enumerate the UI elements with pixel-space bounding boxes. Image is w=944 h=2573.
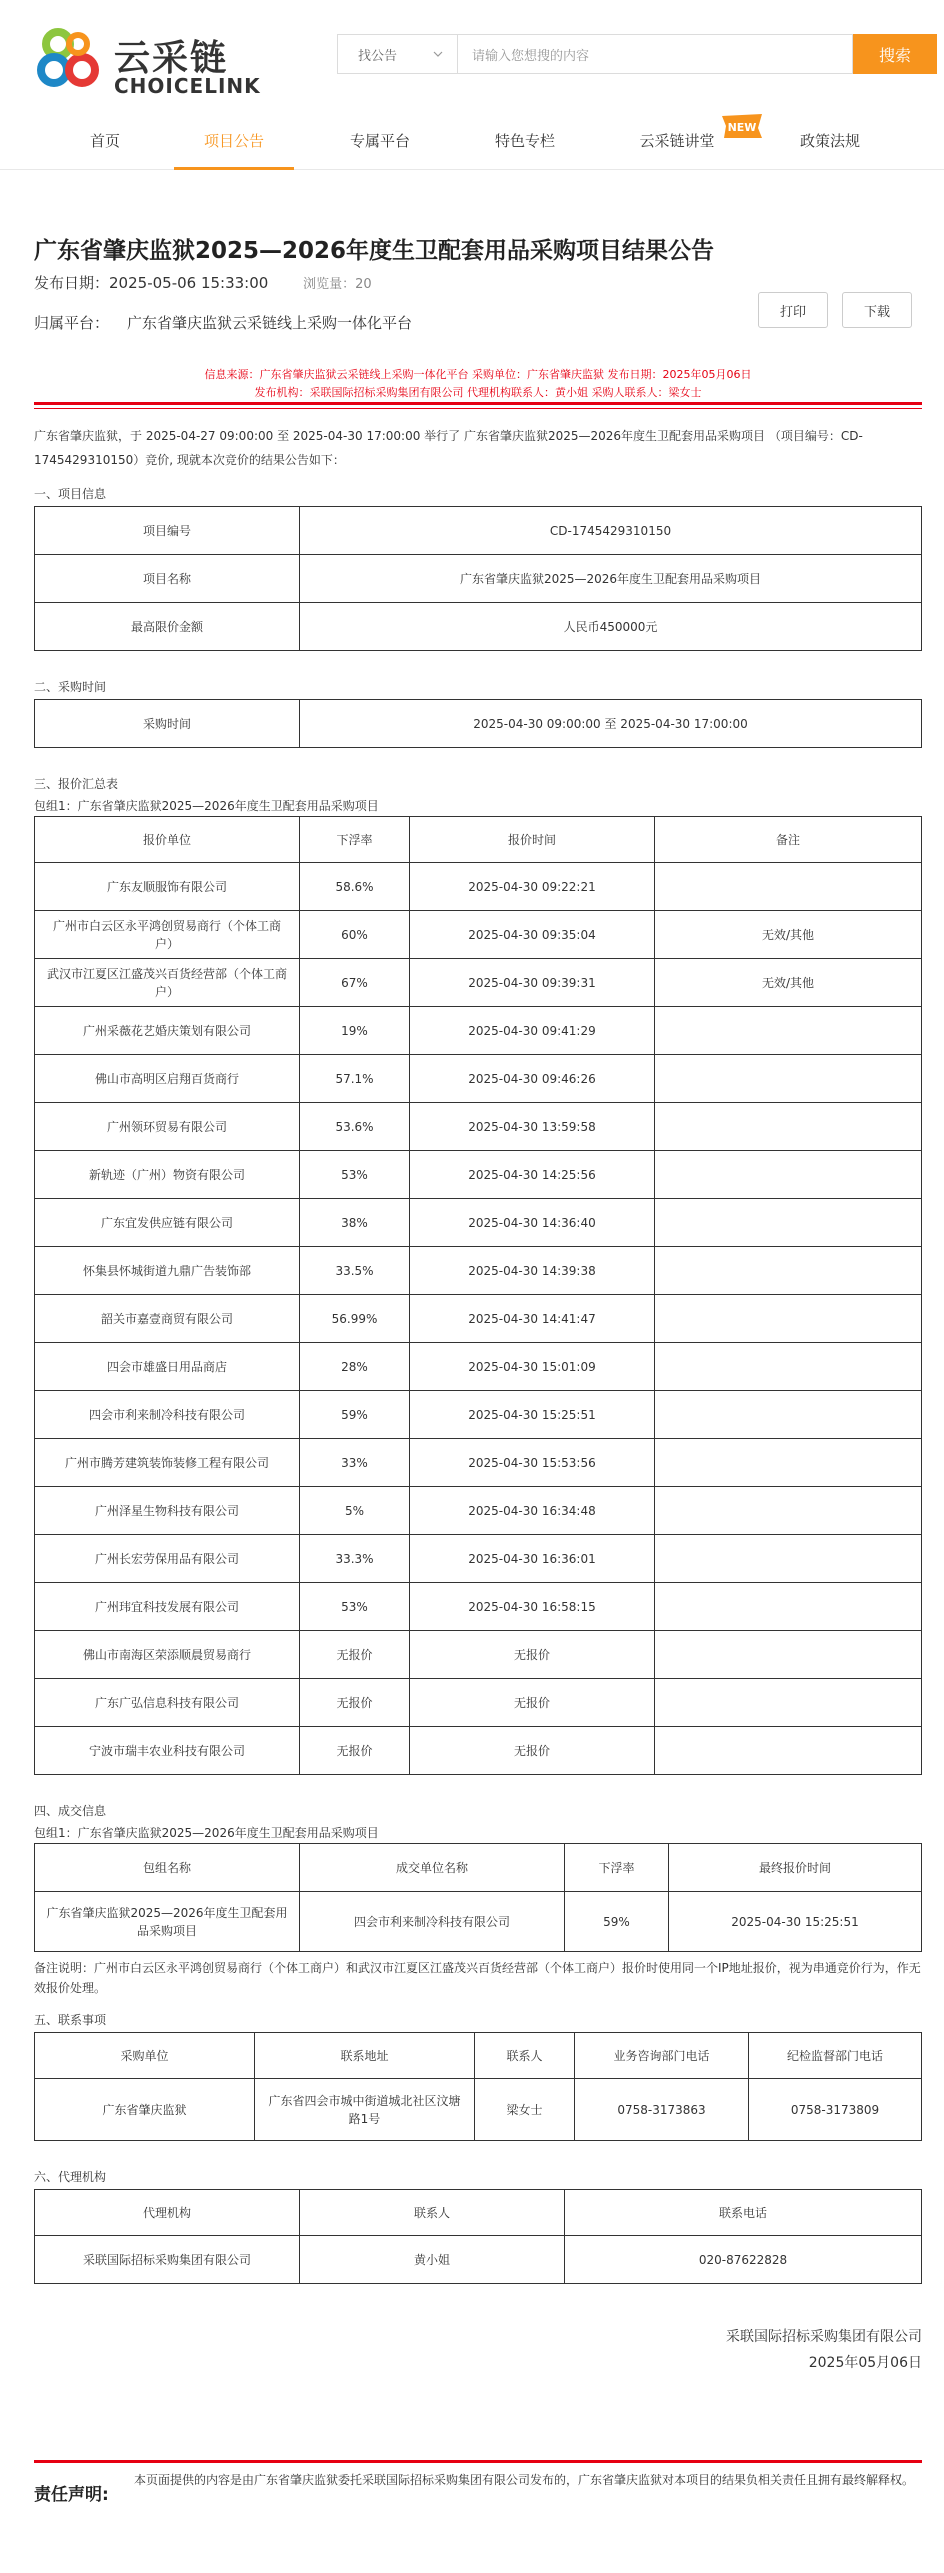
source-line-1: 信息来源：广东省肇庆监狱云采链线上采购一体化平台 采购单位：广东省肇庆监狱 发布日期：2025年05月06日 [204, 368, 752, 381]
table-cell: 广东广弘信息科技有限公司 [35, 1679, 300, 1727]
source-info [34, 366, 922, 402]
table-cell: 0758-3173809 [749, 2079, 922, 2141]
logo-text-en: CHOICELINK [114, 74, 261, 98]
views-label: 浏览量： [303, 277, 356, 292]
table-cell: 53% [300, 1151, 410, 1199]
table-cell: 四会市利来制冷科技有限公司 [35, 1391, 300, 1439]
table-row [35, 1727, 922, 1775]
intro-paragraph: 广东省肇庆监狱，于 2025-04-27 09:00:00 至 2025-04-30 17:00:00 举行了 广东省肇庆监狱2025—2026年度生卫配套用品采购项目 （项目编号：CD-1745429310150）竞价, 现就本次竞价的结果公告如下： [34, 429, 863, 467]
table-row [35, 1535, 922, 1583]
table-cell: 梁女士 [475, 2079, 575, 2141]
search-placeholder: 请输入您想搜的内容 [472, 48, 590, 64]
search-bar [337, 34, 937, 74]
signature-date: 2025年05月06日 [808, 2355, 922, 2371]
table-cell: 2025-04-30 14:36:40 [410, 1199, 655, 1247]
disclaimer-divider [34, 2460, 922, 2463]
table-cell: 无报价 [410, 1631, 655, 1679]
table-cell: 广东省肇庆监狱2025—2026年度生卫配套用品采购项目 [35, 1892, 300, 1952]
col-header: 业务咨询部门电话 [575, 2033, 749, 2079]
search-category-select[interactable] [337, 34, 457, 74]
nav-home[interactable]: 首页 [89, 132, 120, 150]
red-divider-thin [34, 408, 922, 409]
table-cell: 广州市白云区永平鸿创贸易商行（个体工商户） [35, 911, 300, 959]
search-input[interactable] [457, 34, 853, 74]
col-header: 下浮率 [565, 1844, 669, 1892]
table-value: 广东省肇庆监狱2025—2026年度生卫配套用品采购项目 [300, 555, 922, 603]
table-cell [655, 1727, 922, 1775]
table-cell: 黄小姐 [300, 2236, 565, 2284]
table-cell: 广州市腾芳建筑装饰装修工程有限公司 [35, 1439, 300, 1487]
table-cell: 2025-04-30 09:46:26 [410, 1055, 655, 1103]
table-cell: 佛山市南海区荣添顺晨贸易商行 [35, 1631, 300, 1679]
new-flag-icon [718, 112, 766, 142]
table-cell: 53% [300, 1583, 410, 1631]
section-quote-summary-heading: 三、报价汇总表 [34, 777, 119, 791]
table-value: 人民币450000元 [300, 603, 922, 651]
col-header: 联系电话 [565, 2190, 922, 2236]
project-info-table [34, 506, 922, 651]
table-row [35, 1007, 922, 1055]
nav-lecture-hall[interactable]: 云采链讲堂 [639, 132, 715, 150]
table-row [35, 1391, 922, 1439]
section-time-heading: 二、采购时间 [34, 680, 107, 694]
table-row [35, 2079, 922, 2141]
table-cell: 56.99% [300, 1295, 410, 1343]
download-button[interactable]: 下载 [842, 292, 912, 328]
table-label: 项目名称 [35, 555, 300, 603]
table-cell: 57.1% [300, 1055, 410, 1103]
table-cell: 59% [300, 1391, 410, 1439]
new-badge [718, 112, 766, 142]
table-cell: 2025-04-30 09:22:21 [410, 863, 655, 911]
platform-label: 归属平台： [34, 314, 110, 332]
table-cell: 2025-04-30 16:34:48 [410, 1487, 655, 1535]
table-cell: 广州领环贸易有限公司 [35, 1103, 300, 1151]
table-cell: 广东省肇庆监狱 [35, 2079, 255, 2141]
deal-info-table [34, 1843, 922, 1952]
table-row [35, 507, 922, 555]
table-cell: 广东宜发供应链有限公司 [35, 1199, 300, 1247]
table-row [35, 911, 922, 959]
table-row [35, 1439, 922, 1487]
procurement-time-table [34, 699, 922, 748]
table-cell: 无报价 [410, 1727, 655, 1775]
main-nav [0, 112, 944, 170]
table-row [35, 555, 922, 603]
table-cell: 2025-04-30 13:59:58 [410, 1103, 655, 1151]
chain-logo-icon [34, 26, 112, 94]
table-row [35, 1151, 922, 1199]
table-cell: 28% [300, 1343, 410, 1391]
table-row [35, 700, 922, 748]
table-cell [655, 1535, 922, 1583]
table-cell: 2025-04-30 14:25:56 [410, 1151, 655, 1199]
table-cell: 怀集县怀城街道九鼎广告装饰部 [35, 1247, 300, 1295]
table-row [35, 1583, 922, 1631]
table-cell: 020-87622828 [565, 2236, 922, 2284]
table-label: 采购时间 [35, 700, 300, 748]
table-cell: 2025-04-30 09:35:04 [410, 911, 655, 959]
col-header: 包组名称 [35, 1844, 300, 1892]
table-cell: 53.6% [300, 1103, 410, 1151]
publish-date: 2025-05-06 15:33:00 [109, 274, 269, 292]
table-cell: 33.5% [300, 1247, 410, 1295]
section-agency-heading: 六、代理机构 [34, 2170, 107, 2184]
col-header: 联系地址 [255, 2033, 475, 2079]
publish-label: 发布日期： [34, 274, 110, 292]
col-header: 备注 [655, 817, 922, 863]
table-cell: 佛山市高明区启翔百货商行 [35, 1055, 300, 1103]
table-cell: 67% [300, 959, 410, 1007]
disclaimer-label: 责任声明: [34, 2485, 109, 2505]
nav-announcements[interactable]: 项目公告 [203, 132, 264, 150]
table-cell: 广东省四会市城中街道城北社区汶塘路1号 [255, 2079, 475, 2141]
table-cell [655, 1583, 922, 1631]
table-cell: 33.3% [300, 1535, 410, 1583]
table-cell: 无效/其他 [655, 959, 922, 1007]
table-cell: 2025-04-30 16:36:01 [410, 1535, 655, 1583]
table-cell [655, 1391, 922, 1439]
table-cell [655, 1103, 922, 1151]
col-header: 纪检监督部门电话 [749, 2033, 922, 2079]
table-label: 项目编号 [35, 507, 300, 555]
table-cell: 60% [300, 911, 410, 959]
print-button[interactable]: 打印 [758, 292, 828, 328]
table-cell: 采联国际招标采购集团有限公司 [35, 2236, 300, 2284]
table-cell: 无报价 [410, 1679, 655, 1727]
table-header-row [35, 2190, 922, 2236]
table-cell: 59% [565, 1892, 669, 1952]
col-header: 下浮率 [300, 817, 410, 863]
table-cell [655, 1151, 922, 1199]
disclaimer [34, 2466, 922, 2505]
views-count: 20 [355, 277, 372, 292]
table-cell: 5% [300, 1487, 410, 1535]
table-cell: 33% [300, 1439, 410, 1487]
agency-table [34, 2189, 922, 2284]
table-cell: 无报价 [300, 1727, 410, 1775]
table-cell: 2025-04-30 16:58:15 [410, 1583, 655, 1631]
col-header: 报价单位 [35, 817, 300, 863]
search-button[interactable]: 搜索 [853, 34, 937, 74]
table-cell: 四会市雄盛日用品商店 [35, 1343, 300, 1391]
col-header: 报价时间 [410, 817, 655, 863]
table-row [35, 1295, 922, 1343]
table-label: 最高限价金额 [35, 603, 300, 651]
table-cell: 广州泽星生物科技有限公司 [35, 1487, 300, 1535]
section-project-info-heading: 一、项目信息 [34, 487, 107, 501]
table-cell: 四会市利来制冷科技有限公司 [300, 1892, 565, 1952]
nav-active-indicator [174, 167, 294, 170]
table-row [35, 959, 922, 1007]
table-cell [655, 1631, 922, 1679]
table-row [35, 1631, 922, 1679]
logo-text-cn: 云采链 [114, 38, 229, 79]
col-header: 最终报价时间 [669, 1844, 922, 1892]
package-label: 包组1：广东省肇庆监狱2025—2026年度生卫配套用品采购项目 [34, 799, 379, 813]
table-row [35, 1199, 922, 1247]
page-title: 广东省肇庆监狱2025—2026年度生卫配套用品采购项目结果公告 [34, 238, 715, 264]
signature-org: 采联国际招标采购集团有限公司 [726, 2329, 922, 2345]
table-cell [655, 1487, 922, 1535]
table-header-row [35, 1844, 922, 1892]
platform-name: 广东省肇庆监狱云采链线上采购一体化平台 [127, 314, 413, 332]
article-body [34, 424, 922, 2376]
table-cell: 58.6% [300, 863, 410, 911]
table-row [35, 1055, 922, 1103]
table-cell: 2025-04-30 09:41:29 [410, 1007, 655, 1055]
header [0, 0, 944, 112]
table-cell: 韶关市嘉壹商贸有限公司 [35, 1295, 300, 1343]
disclaimer-text: 本页面提供的内容是由广东省肇庆监狱委托采联国际招标采购集团有限公司发布的，广东省肇庆监狱对本项目的结果负相关责任且拥有最终解释权。 [134, 2473, 915, 2487]
table-cell: 广州长宏劳保用品有限公司 [35, 1535, 300, 1583]
table-row [35, 2236, 922, 2284]
logo[interactable] [34, 26, 264, 96]
table-cell [655, 1439, 922, 1487]
table-cell [655, 1199, 922, 1247]
table-header-row [35, 817, 922, 863]
table-row [35, 1679, 922, 1727]
table-cell: 广州采薇花艺婚庆策划有限公司 [35, 1007, 300, 1055]
table-cell: 2025-04-30 15:25:51 [410, 1391, 655, 1439]
table-cell [655, 1055, 922, 1103]
col-header: 联系人 [300, 2190, 565, 2236]
search-category-label: 找公告 [358, 48, 398, 64]
table-cell [655, 1007, 922, 1055]
table-cell: 2025-04-30 14:41:47 [410, 1295, 655, 1343]
table-cell [655, 1679, 922, 1727]
table-cell: 38% [300, 1199, 410, 1247]
table-cell [655, 863, 922, 911]
table-cell: 武汉市江夏区江盛茂兴百货经营部（个体工商户） [35, 959, 300, 1007]
table-cell: 2025-04-30 15:01:09 [410, 1343, 655, 1391]
table-cell: 2025-04-30 14:39:38 [410, 1247, 655, 1295]
table-value: 2025-04-30 09:00:00 至 2025-04-30 17:00:00 [300, 700, 922, 748]
table-cell: 广州玮宜科技发展有限公司 [35, 1583, 300, 1631]
source-line-2: 发布机构：采联国际招标采购集团有限公司 代理机构联系人：黄小姐 采购人联系人：梁女士 [254, 386, 702, 399]
table-cell [655, 1295, 922, 1343]
table-row [35, 1487, 922, 1535]
table-cell: 无效/其他 [655, 911, 922, 959]
table-cell: 无报价 [300, 1679, 410, 1727]
table-cell: 0758-3173863 [575, 2079, 749, 2141]
table-cell: 2025-04-30 15:53:56 [410, 1439, 655, 1487]
quote-summary-table [34, 816, 922, 1775]
deal-note: 备注说明：广州市白云区永平鸿创贸易商行（个体工商户）和武汉市江夏区江盛茂兴百货经营部（个体工商户）报价时使用同一个IP地址报价，视为串通竞价行为，作无效报价处理。 [34, 1961, 921, 1995]
deal-package-label: 包组1：广东省肇庆监狱2025—2026年度生卫配套用品采购项目 [34, 1826, 379, 1840]
col-header: 成交单位名称 [300, 1844, 565, 1892]
table-cell [655, 1343, 922, 1391]
publish-meta [34, 272, 372, 293]
nav-exclusive-platform[interactable]: 专属平台 [349, 132, 410, 150]
table-value: CD-1745429310150 [300, 507, 922, 555]
table-row [35, 1343, 922, 1391]
contact-table [34, 2032, 922, 2141]
new-badge-text: NEW [727, 121, 757, 134]
table-cell: 无报价 [300, 1631, 410, 1679]
nav-policies[interactable]: 政策法规 [799, 132, 860, 150]
table-row [35, 1892, 922, 1952]
section-deal-heading: 四、成交信息 [34, 1804, 107, 1818]
col-header: 代理机构 [35, 2190, 300, 2236]
table-cell: 2025-04-30 15:25:51 [669, 1892, 922, 1952]
platform-meta [34, 312, 412, 333]
table-cell [655, 1247, 922, 1295]
section-contact-heading: 五、联系事项 [34, 2013, 107, 2027]
chevron-down-icon [433, 51, 443, 57]
table-header-row [35, 2033, 922, 2079]
table-cell: 新轨迹（广州）物资有限公司 [35, 1151, 300, 1199]
red-divider [34, 402, 922, 405]
table-cell: 宁波市瑞丰农业科技有限公司 [35, 1727, 300, 1775]
table-cell: 2025-04-30 09:39:31 [410, 959, 655, 1007]
table-cell: 19% [300, 1007, 410, 1055]
table-cell: 广东友顺服饰有限公司 [35, 863, 300, 911]
table-row [35, 1247, 922, 1295]
col-header: 采购单位 [35, 2033, 255, 2079]
nav-special-column[interactable]: 特色专栏 [494, 132, 555, 150]
table-row [35, 603, 922, 651]
col-header: 联系人 [475, 2033, 575, 2079]
table-row [35, 1103, 922, 1151]
table-row [35, 863, 922, 911]
